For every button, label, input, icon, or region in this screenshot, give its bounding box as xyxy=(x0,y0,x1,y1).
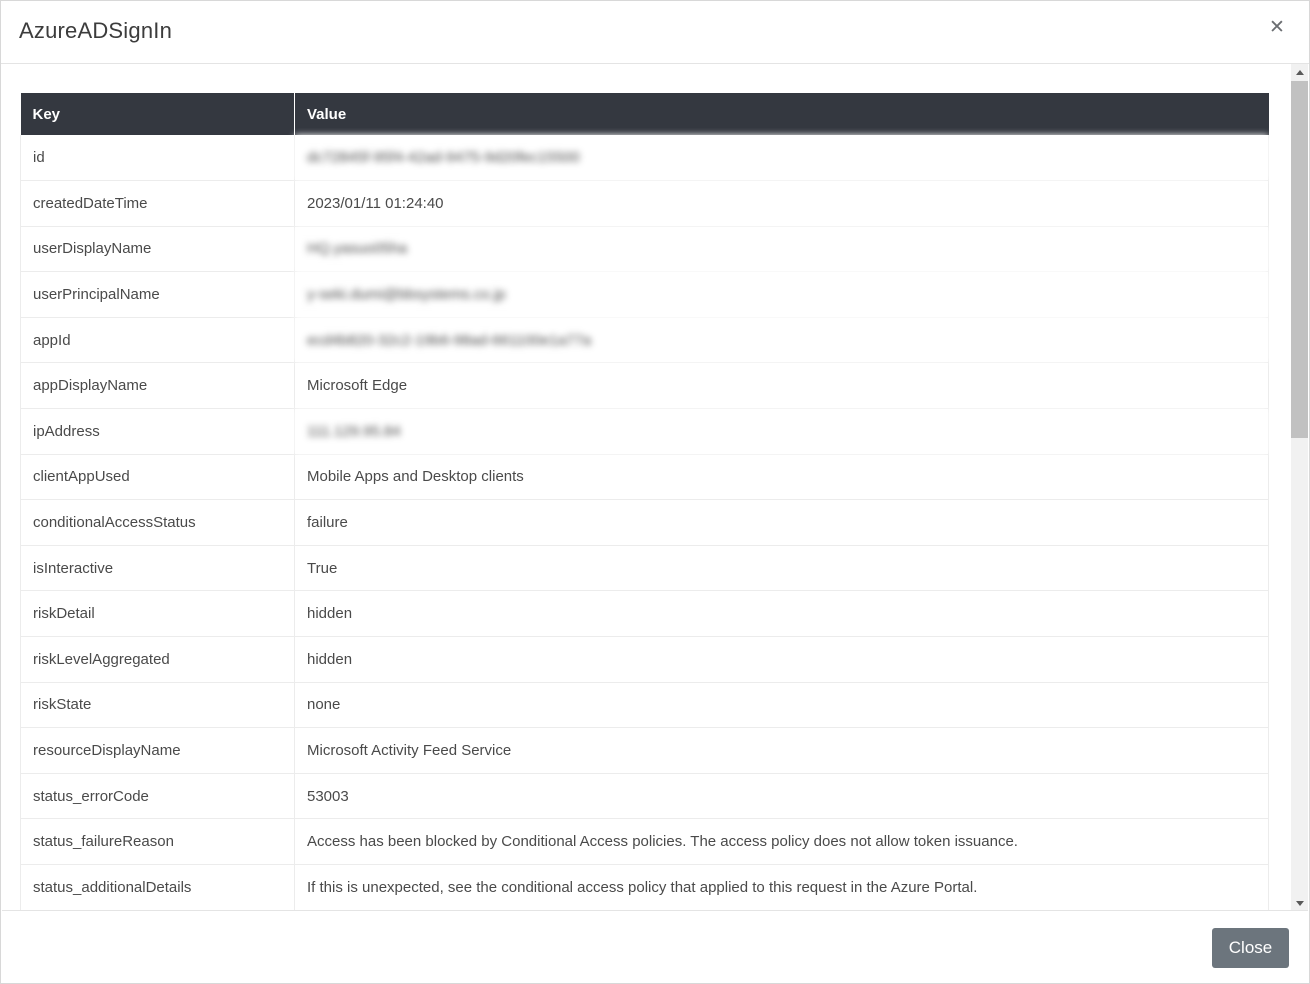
table-row xyxy=(21,317,1269,363)
table-row xyxy=(21,272,1269,318)
row-value: failure xyxy=(295,500,1269,546)
table-header-row xyxy=(21,93,1269,135)
table-row xyxy=(21,545,1269,591)
row-key: appDisplayName xyxy=(21,363,295,409)
chevron-up-icon xyxy=(1296,70,1304,75)
row-key: riskState xyxy=(21,682,295,728)
table-row xyxy=(21,226,1269,272)
row-value: Mobile Apps and Desktop clients xyxy=(295,454,1269,500)
row-value: none xyxy=(295,682,1269,728)
dialog-header xyxy=(1,1,1309,64)
row-value: True xyxy=(295,545,1269,591)
row-key: isInteractive xyxy=(21,545,295,591)
row-value: If this is unexpected, see the conditional access policy that applied to this request in the Azure Portal. xyxy=(295,865,1269,911)
table-row xyxy=(21,363,1269,409)
row-value: ecd4b820-32c2-19b6-98ad-661100e1a77a xyxy=(295,317,1269,363)
dialog-footer xyxy=(2,910,1308,982)
row-key: userDisplayName xyxy=(21,226,295,272)
table-row xyxy=(21,682,1269,728)
row-key: id xyxy=(21,135,295,181)
row-key: resourceDisplayName xyxy=(21,728,295,774)
scrollbar-up-button[interactable] xyxy=(1291,64,1308,81)
row-value: 53003 xyxy=(295,773,1269,819)
row-key: status_failureReason xyxy=(21,819,295,865)
table-row xyxy=(21,454,1269,500)
row-value: Microsoft Edge xyxy=(295,363,1269,409)
chevron-down-icon xyxy=(1296,901,1304,906)
row-value: 2023/01/11 01:24:40 xyxy=(295,181,1269,227)
row-value: y-seki.dumi@bbsystems.co.jp xyxy=(295,272,1269,318)
row-key: status_additionalDetails xyxy=(21,865,295,911)
table-row xyxy=(21,728,1269,774)
table-row xyxy=(21,819,1269,865)
dialog-title: AzureADSignIn xyxy=(19,18,173,43)
row-value: hidden xyxy=(295,591,1269,637)
row-key: ipAddress xyxy=(21,409,295,455)
table-row xyxy=(21,500,1269,546)
row-key: createdDateTime xyxy=(21,181,295,227)
table-row xyxy=(21,409,1269,455)
row-value: 111.129.95.84 xyxy=(295,409,1269,455)
row-key: status_errorCode xyxy=(21,773,295,819)
row-value: hidden xyxy=(295,637,1269,683)
row-key: riskLevelAggregated xyxy=(21,637,295,683)
table-body xyxy=(21,135,1269,910)
column-header-key: Key xyxy=(21,93,295,135)
table-row xyxy=(21,865,1269,911)
row-key: appId xyxy=(21,317,295,363)
scrollbar-thumb[interactable] xyxy=(1291,81,1308,438)
close-icon[interactable]: ✕ xyxy=(1269,17,1285,38)
column-header-value: Value xyxy=(295,93,1269,135)
close-button[interactable]: Close xyxy=(1212,928,1289,968)
row-key: clientAppUsed xyxy=(21,454,295,500)
table-row xyxy=(21,181,1269,227)
vertical-scrollbar[interactable] xyxy=(1291,64,1308,912)
row-value: Access has been blocked by Conditional Access policies. The access policy does not allow token issuance. xyxy=(295,819,1269,865)
dialog-scroll-area xyxy=(2,64,1308,912)
row-key: userPrincipalName xyxy=(21,272,295,318)
table-row xyxy=(21,591,1269,637)
row-value: dc72845f-95f4-42ad-9475-9d20fec15500 xyxy=(295,135,1269,181)
table-row xyxy=(21,773,1269,819)
table-row xyxy=(21,135,1269,181)
key-value-table xyxy=(20,93,1269,911)
row-value: Microsoft Activity Feed Service xyxy=(295,728,1269,774)
row-value: HQ.yasuo05ha xyxy=(295,226,1269,272)
row-key: conditionalAccessStatus xyxy=(21,500,295,546)
table-row xyxy=(21,637,1269,683)
row-key: riskDetail xyxy=(21,591,295,637)
